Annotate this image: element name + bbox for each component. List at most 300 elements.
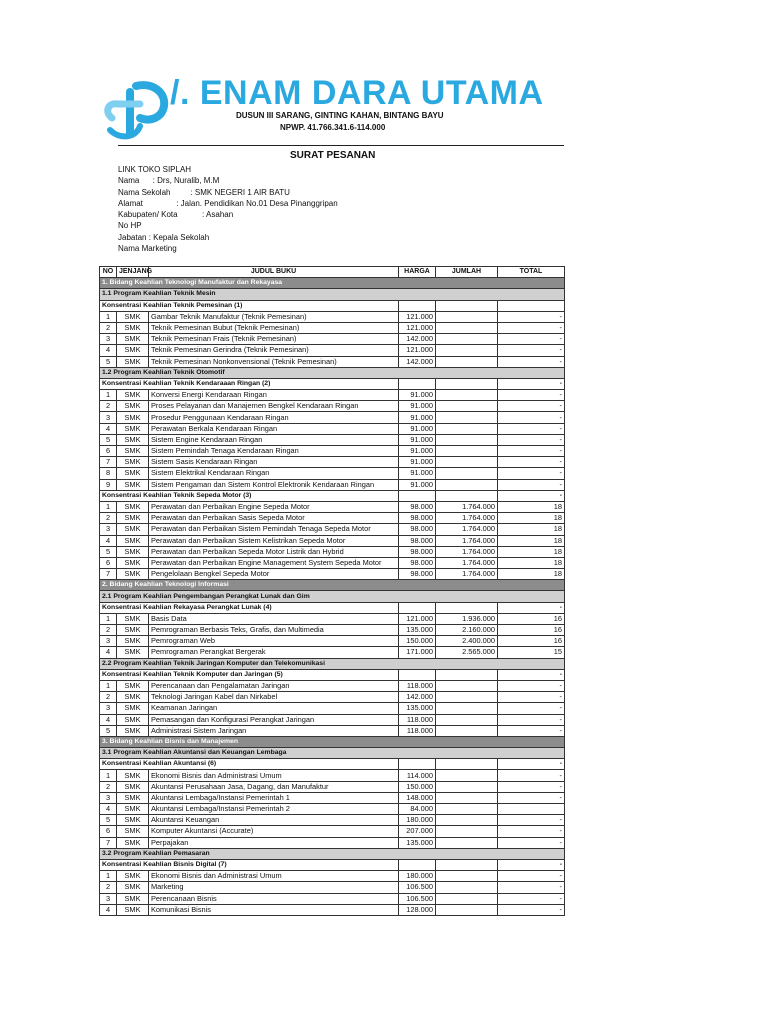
harga-cell: 180.000 [399, 815, 436, 826]
harga-cell: 142.000 [399, 356, 436, 367]
total-cell: - [498, 490, 565, 501]
jumlah-cell [436, 759, 498, 770]
harga-cell: 114.000 [399, 770, 436, 781]
harga-cell: 171.000 [399, 647, 436, 658]
harga-cell: 98.000 [399, 524, 436, 535]
concentration-row [100, 378, 565, 389]
no-cell: 3 [100, 703, 117, 714]
no-cell: 3 [100, 412, 117, 423]
jenjang-cell: SMK [117, 815, 149, 826]
concentration-row [100, 669, 565, 680]
harga-cell: 180.000 [399, 871, 436, 882]
concentration-heading: Konsentrasi Keahlian Bisnis Digital (7) [100, 859, 399, 870]
table-row [100, 457, 565, 468]
no-cell: 3 [100, 334, 117, 345]
judul-cell: Perencanaan Bisnis [149, 893, 399, 904]
concentration-row [100, 300, 565, 311]
info-line: Jabatan : Kepala Sekolah [118, 232, 210, 242]
harga-cell: 84.000 [399, 804, 436, 815]
total-cell: 16 [498, 625, 565, 636]
info-line: Kabupaten/ Kota : Asahan [118, 210, 234, 220]
harga-cell: 91.000 [399, 468, 436, 479]
total-cell: - [498, 468, 565, 479]
table-row [100, 322, 565, 333]
jenjang-cell: SMK [117, 479, 149, 490]
harga-cell: 135.000 [399, 625, 436, 636]
col-header-harga: HARGA [399, 267, 436, 278]
program-heading: 2.1 Program Keahlian Pengembangan Perangkat Lunak dan Gim [100, 591, 565, 602]
company-npwp: NPWP. 41.766.341.6-114.000 [280, 123, 386, 132]
jumlah-cell [436, 378, 498, 389]
jumlah-cell [436, 311, 498, 322]
jenjang-cell: SMK [117, 535, 149, 546]
judul-cell: Teknik Pemesinan Frais (Teknik Pemesinan) [149, 334, 399, 345]
jumlah-cell [436, 703, 498, 714]
table-row [100, 524, 565, 535]
jumlah-cell [436, 300, 498, 311]
no-cell: 2 [100, 625, 117, 636]
no-cell: 4 [100, 714, 117, 725]
harga-cell: 121.000 [399, 311, 436, 322]
judul-cell: Sistem Pemindah Tenaga Kendaraan Ringan [149, 446, 399, 457]
jumlah-cell [436, 390, 498, 401]
jumlah-cell: 2.160.000 [436, 625, 498, 636]
total-cell: - [498, 714, 565, 725]
jenjang-cell: SMK [117, 412, 149, 423]
harga-cell: 142.000 [399, 334, 436, 345]
total-cell: - [498, 434, 565, 445]
section-heading: 1. Bidang Keahlian Teknologi Manufaktur dan Rekayasa [100, 278, 565, 289]
total-cell: - [498, 356, 565, 367]
table-row [100, 345, 565, 356]
no-cell: 3 [100, 636, 117, 647]
judul-cell: Perawatan dan Perbaikan Sepeda Motor Listrik dan Hybrid [149, 546, 399, 557]
order-info-block [118, 164, 338, 254]
judul-cell: Perawatan dan Perbaikan Sistem Kelistrikan Sepeda Motor [149, 535, 399, 546]
jenjang-cell: SMK [117, 893, 149, 904]
judul-cell: Marketing [149, 882, 399, 893]
jumlah-cell [436, 815, 498, 826]
harga-cell: 106.500 [399, 893, 436, 904]
judul-cell: Teknik Pemesinan Gerindra (Teknik Pemesinan) [149, 345, 399, 356]
judul-cell: Akuntansi Perusahaan Jasa, Dagang, dan Manufaktur [149, 781, 399, 792]
section-row [100, 278, 565, 289]
jumlah-cell [436, 804, 498, 815]
total-cell: 16 [498, 613, 565, 624]
no-cell: 4 [100, 423, 117, 434]
total-cell: - [498, 759, 565, 770]
harga-cell: 91.000 [399, 390, 436, 401]
jenjang-cell: SMK [117, 457, 149, 468]
jenjang-cell: SMK [117, 680, 149, 691]
total-cell: 18 [498, 513, 565, 524]
harga-cell: 91.000 [399, 446, 436, 457]
total-cell: - [498, 770, 565, 781]
jenjang-cell: SMK [117, 770, 149, 781]
concentration-heading: Konsentrasi Keahlian Teknik Komputer dan Jaringan (5) [100, 669, 399, 680]
jenjang-cell: SMK [117, 781, 149, 792]
no-cell: 9 [100, 479, 117, 490]
info-line: Nama Sekolah : SMK NEGERI 1 AIR BATU [118, 187, 290, 197]
total-cell: - [498, 378, 565, 389]
harga-cell [399, 759, 436, 770]
table-row [100, 390, 565, 401]
jumlah-cell [436, 871, 498, 882]
harga-cell: 128.000 [399, 904, 436, 915]
total-cell: - [498, 882, 565, 893]
table-row [100, 513, 565, 524]
jenjang-cell: SMK [117, 345, 149, 356]
table-row [100, 837, 565, 848]
jumlah-cell: 1.764.000 [436, 501, 498, 512]
no-cell: 3 [100, 893, 117, 904]
total-cell: - [498, 680, 565, 691]
table-row [100, 725, 565, 736]
harga-cell: 121.000 [399, 322, 436, 333]
jumlah-cell [436, 714, 498, 725]
harga-cell [399, 859, 436, 870]
jumlah-cell [436, 859, 498, 870]
jumlah-cell [436, 725, 498, 736]
judul-cell: Pemrograman Web [149, 636, 399, 647]
jenjang-cell: SMK [117, 513, 149, 524]
jumlah-cell: 1.764.000 [436, 535, 498, 546]
total-cell: - [498, 345, 565, 356]
no-cell: 1 [100, 311, 117, 322]
harga-cell: 91.000 [399, 423, 436, 434]
col-header-total: TOTAL [498, 267, 565, 278]
no-cell: 2 [100, 882, 117, 893]
judul-cell: Sistem Engine Kendaraan Ringan [149, 434, 399, 445]
section-row [100, 736, 565, 747]
concentration-row [100, 490, 565, 501]
harga-cell [399, 300, 436, 311]
harga-cell [399, 490, 436, 501]
cv-logo-icon [100, 78, 172, 142]
harga-cell: 148.000 [399, 792, 436, 803]
jenjang-cell: SMK [117, 468, 149, 479]
table-row [100, 468, 565, 479]
table-row [100, 636, 565, 647]
jumlah-cell [436, 602, 498, 613]
judul-cell: Perencanaan dan Pengalamatan Jaringan [149, 680, 399, 691]
judul-cell: Komunikasi Bisnis [149, 904, 399, 915]
jumlah-cell [436, 490, 498, 501]
jumlah-cell [436, 680, 498, 691]
no-cell: 8 [100, 468, 117, 479]
judul-cell: Ekonomi Bisnis dan Administrasi Umum [149, 871, 399, 882]
harga-cell: 91.000 [399, 457, 436, 468]
judul-cell: Keamanan Jaringan [149, 703, 399, 714]
jumlah-cell [436, 792, 498, 803]
total-cell: 18 [498, 557, 565, 568]
info-line: No HP [118, 221, 142, 231]
table-row [100, 714, 565, 725]
jumlah-cell: 2.400.000 [436, 636, 498, 647]
total-cell: 18 [498, 501, 565, 512]
harga-cell: 91.000 [399, 412, 436, 423]
no-cell: 5 [100, 725, 117, 736]
total-cell [498, 804, 565, 815]
total-cell: 18 [498, 546, 565, 557]
harga-cell: 98.000 [399, 513, 436, 524]
judul-cell: Sistem Elektrikal Kendaraan Ringan [149, 468, 399, 479]
judul-cell: Akuntansi Lembaga/Instansi Pemerintah 2 [149, 804, 399, 815]
total-cell: 15 [498, 647, 565, 658]
table-row [100, 826, 565, 837]
jumlah-cell [436, 826, 498, 837]
judul-cell: Sistem Sasis Kendaraan Ringan [149, 457, 399, 468]
no-cell: 1 [100, 871, 117, 882]
table-row [100, 815, 565, 826]
total-cell: - [498, 412, 565, 423]
harga-cell: 98.000 [399, 569, 436, 580]
document-title: SURAT PESANAN [290, 150, 376, 161]
jenjang-cell: SMK [117, 524, 149, 535]
jumlah-cell: 2.565.000 [436, 647, 498, 658]
jenjang-cell: SMK [117, 871, 149, 882]
harga-cell: 118.000 [399, 725, 436, 736]
judul-cell: Administrasi Sistem Jaringan [149, 725, 399, 736]
table-row [100, 893, 565, 904]
table-row [100, 792, 565, 803]
total-cell: - [498, 311, 565, 322]
jenjang-cell: SMK [117, 501, 149, 512]
program-row [100, 748, 565, 759]
no-cell: 3 [100, 792, 117, 803]
program-row [100, 289, 565, 300]
jenjang-cell: SMK [117, 446, 149, 457]
harga-cell: 98.000 [399, 557, 436, 568]
table-row [100, 569, 565, 580]
harga-cell: 142.000 [399, 692, 436, 703]
no-cell: 4 [100, 535, 117, 546]
jumlah-cell [436, 468, 498, 479]
jumlah-cell [436, 457, 498, 468]
concentration-row [100, 602, 565, 613]
judul-cell: Proses Pelayanan dan Manajemen Bengkel Kendaraan Ringan [149, 401, 399, 412]
table-row [100, 882, 565, 893]
jenjang-cell: SMK [117, 434, 149, 445]
concentration-heading: Konsentrasi Keahlian Teknik Sepeda Motor (3) [100, 490, 399, 501]
jumlah-cell: 1.764.000 [436, 524, 498, 535]
judul-cell: Akuntansi Keuangan [149, 815, 399, 826]
table-row [100, 311, 565, 322]
no-cell: 1 [100, 770, 117, 781]
harga-cell: 118.000 [399, 714, 436, 725]
total-cell: - [498, 893, 565, 904]
jenjang-cell: SMK [117, 334, 149, 345]
total-cell: - [498, 479, 565, 490]
jenjang-cell: SMK [117, 904, 149, 915]
table-row [100, 557, 565, 568]
jenjang-cell: SMK [117, 569, 149, 580]
jumlah-cell [436, 434, 498, 445]
jumlah-cell [436, 479, 498, 490]
no-cell: 6 [100, 826, 117, 837]
no-cell: 1 [100, 390, 117, 401]
jumlah-cell [436, 669, 498, 680]
table-row [100, 479, 565, 490]
judul-cell: Perpajakan [149, 837, 399, 848]
table-row [100, 871, 565, 882]
jumlah-cell: 1.764.000 [436, 569, 498, 580]
program-heading: 3.1 Program Keahlian Akuntansi dan Keuangan Lembaga [100, 748, 565, 759]
total-cell: - [498, 669, 565, 680]
judul-cell: Pengelolaan Bengkel Sepeda Motor [149, 569, 399, 580]
table-row [100, 692, 565, 703]
total-cell: - [498, 692, 565, 703]
jenjang-cell: SMK [117, 647, 149, 658]
judul-cell: Pemasangan dan Konfigurasi Perangkat Jaringan [149, 714, 399, 725]
judul-cell: Teknologi Jaringan Kabel dan Nirkabel [149, 692, 399, 703]
total-cell: - [498, 826, 565, 837]
judul-cell: Teknik Pemesinan Nonkonvensional (Teknik Pemesinan) [149, 356, 399, 367]
table-header-row [100, 267, 565, 278]
total-cell: - [498, 837, 565, 848]
total-cell: - [498, 781, 565, 792]
info-line: LINK TOKO SIPLAH [118, 165, 192, 174]
jenjang-cell: SMK [117, 311, 149, 322]
table-row [100, 647, 565, 658]
program-row [100, 591, 565, 602]
section-heading: 2. Bidang Keahlian Teknologi Informasi [100, 580, 565, 591]
concentration-heading: Konsentrasi Keahlian Teknik Pemesinan (1) [100, 300, 399, 311]
section-row [100, 580, 565, 591]
no-cell: 5 [100, 434, 117, 445]
info-line: Nama : Drs, Nuralib, M.M [118, 176, 220, 186]
jumlah-cell [436, 446, 498, 457]
jenjang-cell: SMK [117, 401, 149, 412]
jumlah-cell: 1.764.000 [436, 546, 498, 557]
table-row [100, 434, 565, 445]
harga-cell: 118.000 [399, 680, 436, 691]
judul-cell: Akuntansi Lembaga/Instansi Pemerintah 1 [149, 792, 399, 803]
jenjang-cell: SMK [117, 322, 149, 333]
judul-cell: Teknik Pemesinan Bubut (Teknik Pemesinan) [149, 322, 399, 333]
total-cell: - [498, 792, 565, 803]
concentration-row [100, 759, 565, 770]
jumlah-cell [436, 904, 498, 915]
table-row [100, 703, 565, 714]
judul-cell: Konversi Energi Kendaraan Ringan [149, 390, 399, 401]
col-header-no: NO [100, 267, 117, 278]
judul-cell: Perawatan dan Perbaikan Engine Management System Sepeda Motor [149, 557, 399, 568]
no-cell: 3 [100, 524, 117, 535]
no-cell: 4 [100, 647, 117, 658]
judul-cell: Perawatan dan Perbaikan Engine Sepeda Motor [149, 501, 399, 512]
no-cell: 4 [100, 345, 117, 356]
jumlah-cell: 1.936.000 [436, 613, 498, 624]
table-row [100, 412, 565, 423]
judul-cell: Komputer Akuntansi (Accurate) [149, 826, 399, 837]
col-header-judul: JUDUL BUKU [149, 267, 399, 278]
no-cell: 2 [100, 322, 117, 333]
total-cell: - [498, 446, 565, 457]
jenjang-cell: SMK [117, 613, 149, 624]
no-cell: 4 [100, 904, 117, 915]
jenjang-cell: SMK [117, 692, 149, 703]
harga-cell: 150.000 [399, 781, 436, 792]
harga-cell: 150.000 [399, 636, 436, 647]
judul-cell: Gambar Teknik Manufaktur (Teknik Pemesinan) [149, 311, 399, 322]
judul-cell: Perawatan dan Perbaikan Sistem Pemindah Tenaga Sepeda Motor [149, 524, 399, 535]
jumlah-cell [436, 770, 498, 781]
no-cell: 2 [100, 513, 117, 524]
info-line: Nama Marketing [118, 244, 177, 254]
jenjang-cell: SMK [117, 703, 149, 714]
table-row [100, 334, 565, 345]
harga-cell: 91.000 [399, 434, 436, 445]
table-row [100, 535, 565, 546]
judul-cell: Prosedur Penggunaan Kendaraan Ringan [149, 412, 399, 423]
program-row [100, 848, 565, 859]
harga-cell: 91.000 [399, 479, 436, 490]
jenjang-cell: SMK [117, 837, 149, 848]
jumlah-cell: 1.764.000 [436, 513, 498, 524]
total-cell: - [498, 401, 565, 412]
judul-cell: Pemrograman Perangkat Bergerak [149, 647, 399, 658]
jumlah-cell [436, 322, 498, 333]
no-cell: 5 [100, 815, 117, 826]
jumlah-cell [436, 345, 498, 356]
harga-cell [399, 602, 436, 613]
judul-cell: Ekonomi Bisnis dan Administrasi Umum [149, 770, 399, 781]
table-row [100, 401, 565, 412]
no-cell: 2 [100, 692, 117, 703]
jenjang-cell: SMK [117, 557, 149, 568]
concentration-heading: Konsentrasi Keahlian Akuntansi (6) [100, 759, 399, 770]
harga-cell: 135.000 [399, 703, 436, 714]
table-row [100, 423, 565, 434]
no-cell: 6 [100, 446, 117, 457]
jenjang-cell: SMK [117, 804, 149, 815]
no-cell: 1 [100, 613, 117, 624]
program-row [100, 367, 565, 378]
no-cell: 6 [100, 557, 117, 568]
jumlah-cell [436, 356, 498, 367]
company-address: DUSUN III SARANG, GINTING KAHAN, BINTANG BAYU [236, 111, 444, 120]
jumlah-cell [436, 692, 498, 703]
harga-cell: 98.000 [399, 535, 436, 546]
harga-cell: 135.000 [399, 837, 436, 848]
table-row [100, 625, 565, 636]
program-heading: 3.2 Program Keahlian Pemasaran [100, 848, 565, 859]
program-row [100, 658, 565, 669]
jenjang-cell: SMK [117, 390, 149, 401]
total-cell: 18 [498, 535, 565, 546]
table-row [100, 680, 565, 691]
total-cell: - [498, 725, 565, 736]
jumlah-cell [436, 893, 498, 904]
table-row [100, 781, 565, 792]
total-cell: - [498, 602, 565, 613]
concentration-row [100, 859, 565, 870]
table-row [100, 501, 565, 512]
total-cell [498, 300, 565, 311]
total-cell: - [498, 390, 565, 401]
table-row [100, 613, 565, 624]
table-row [100, 446, 565, 457]
jumlah-cell [436, 401, 498, 412]
section-heading: 3. Bidang Keahlian Bisnis dan Manajemen [100, 736, 565, 747]
jumlah-cell [436, 781, 498, 792]
program-heading: 1.2 Program Keahlian Teknik Otomotif [100, 367, 565, 378]
no-cell: 5 [100, 356, 117, 367]
harga-cell [399, 669, 436, 680]
table-row [100, 356, 565, 367]
header-divider [118, 145, 564, 146]
